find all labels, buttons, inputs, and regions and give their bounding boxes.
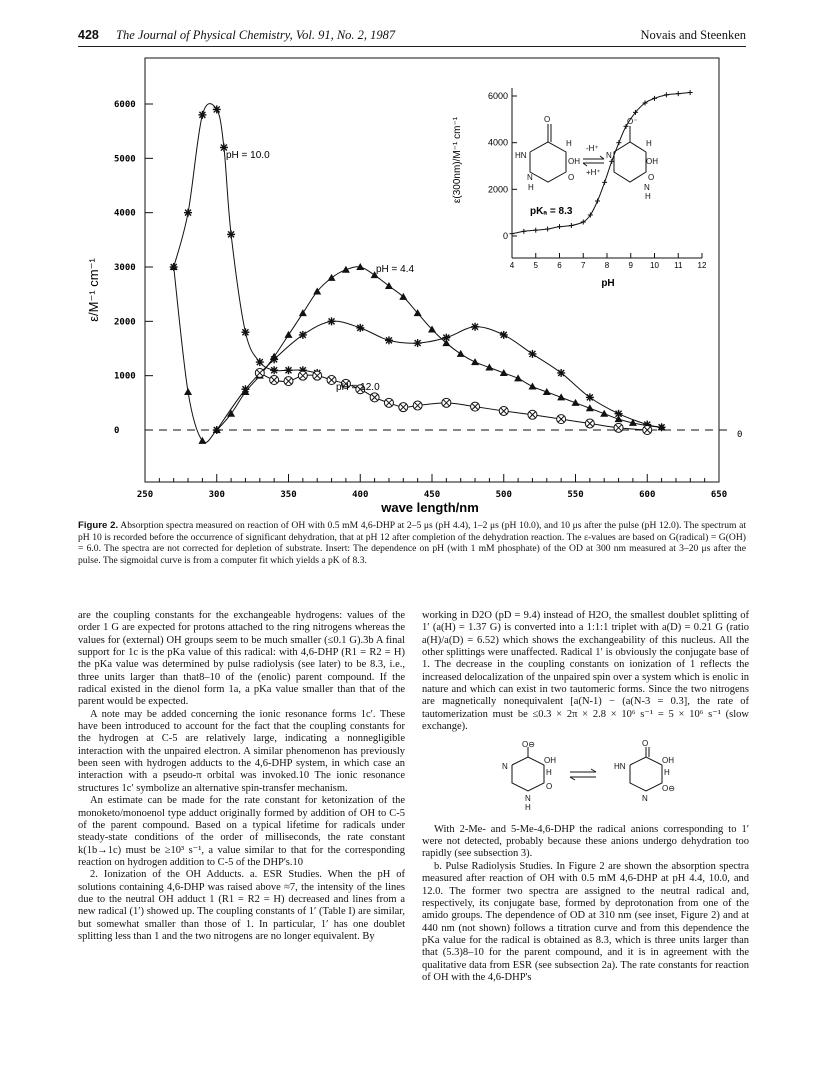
figure-caption [78, 520, 746, 566]
y-tick-label: 0 [114, 426, 120, 436]
data-point [298, 371, 307, 380]
x-tick-label: 350 [280, 490, 297, 500]
caption-label: Figure 2. [78, 520, 119, 531]
data-point [328, 274, 336, 281]
data-point [557, 369, 565, 377]
svg-text:OH: OH [544, 756, 556, 766]
data-point [384, 398, 393, 407]
data-point [615, 410, 623, 418]
insert-pka-label: pKₐ = 8.3 [530, 206, 573, 217]
insert-y-axis-label: ε(300nm)/M⁻¹ cm⁻¹ [452, 116, 463, 204]
data-point [514, 374, 522, 381]
data-point [586, 393, 594, 401]
svg-text:N: N [606, 151, 612, 160]
data-point [285, 331, 293, 338]
data-point [528, 410, 537, 419]
data-point [471, 402, 480, 411]
data-point [285, 366, 293, 374]
svg-text:OH: OH [568, 157, 580, 166]
svg-text:O: O [568, 173, 575, 182]
insert-y-tick-label: 4000 [487, 137, 508, 148]
left-paragraph: are the coupling constants for the exchangeable hydrogens: values of the order 1 G are expected for protons attached to the ring nitrogens whereas the values for (external) OH groups seem to be much smaller (≤0.1 G).3b A final support for 1c is the pKa value of this radical: with 4,6-DHP (R1 = R2 = H) the pKa value was determined by pulse radiolysis (see later) to be 8.3, i.e., three units larger than that8–10 of the (enolic) parent compound. If the radical existed in the dienol form 1a, a pKa value smaller than that of the parent would be expected. [78, 610, 405, 708]
data-point [557, 393, 565, 400]
data-point [471, 323, 479, 331]
data-point [256, 358, 264, 366]
data-point [270, 376, 279, 385]
data-point [500, 331, 508, 339]
data-point [442, 334, 450, 342]
data-point [413, 401, 422, 410]
insert-x-tick-label: 5 [533, 261, 538, 270]
data-point [385, 336, 393, 344]
svg-text:N: N [525, 794, 531, 804]
svg-text:HN: HN [515, 151, 527, 160]
data-point [356, 324, 364, 332]
x-tick-label: 500 [495, 490, 512, 500]
svg-text:O⊖: O⊖ [522, 740, 535, 750]
series-line [174, 267, 662, 443]
svg-text:O: O [544, 115, 551, 124]
data-point [442, 398, 451, 407]
svg-text:N: N [644, 183, 650, 192]
y-tick-label: 5000 [114, 154, 136, 165]
svg-text:H: H [566, 139, 572, 148]
baseline-zero-label: 0 [737, 430, 743, 440]
annotation-ph12: pH = 12.0 [336, 382, 380, 393]
data-point [184, 388, 192, 395]
data-point [414, 339, 422, 347]
svg-text:H: H [664, 768, 670, 778]
journal-title: The Journal of Physical Chemistry, Vol. 91, No. 2, 1987 [116, 28, 396, 42]
x-tick-label: 250 [136, 490, 154, 500]
left-paragraph: An estimate can be made for the rate constant for ketonization of the monoketo/monoenol type adduct originally formed by addition of OH to C-5 of the parent compound. Based on a typical lifetime for radicals under steady-state conditions of the order of milliseconds, the rate constant k(1b→1c) must be ≥10³ s⁻¹, a value similar to that for the corresponding reaction on hydrogen addition to C-5 of the DHP's.10 [78, 795, 405, 868]
annotation-ph10: pH = 10.0 [226, 150, 270, 161]
data-point [499, 406, 508, 415]
data-point [399, 403, 408, 412]
y-tick-label: 1000 [114, 371, 136, 382]
svg-text:O: O [642, 739, 649, 749]
x-tick-label: 300 [208, 490, 225, 500]
insert-x-axis-label: pH [601, 278, 615, 289]
insert-x-tick-label: 12 [697, 261, 707, 270]
data-point [586, 404, 594, 411]
insert-x-tick-label: 7 [581, 261, 586, 270]
data-point [198, 437, 206, 444]
svg-text:H: H [645, 192, 651, 201]
data-point [457, 350, 465, 357]
x-tick-label: 450 [423, 490, 441, 500]
tautomer-equation [422, 739, 749, 811]
svg-text:OH: OH [662, 756, 674, 766]
left-paragraph: A note may be added concerning the ionic resonance forms 1c′. These have been introduced to account for the fact that the coupling constants for the hydrogen at C-5 are relatively large, indicating a nonnegligible interaction with the unpaired electron. A similar phenomenon has previously been seen with hydrogen adducts to the 4,6-DHP system, in which case an interaction with a pseudo-π orbital was invoked.10 The ionic resonance structures 1c′ symbolize an alternative spin-transfer mechanism. [78, 708, 405, 794]
y-tick-label: 4000 [114, 208, 136, 219]
y-tick-label: 6000 [114, 100, 136, 110]
insert-x-tick-label: 9 [628, 261, 633, 270]
data-point [270, 355, 278, 363]
body-column-right [422, 610, 749, 984]
svg-text:O⊖: O⊖ [662, 784, 675, 794]
x-tick-label: 400 [352, 490, 369, 500]
y-tick-label: 3000 [114, 263, 136, 273]
insert-y-tick-label: 2000 [487, 184, 508, 195]
data-point [585, 419, 594, 428]
x-tick-label: 550 [567, 490, 584, 500]
insert-y-tick-label: 0 [502, 231, 508, 241]
insert-x-tick-label: 10 [650, 261, 659, 270]
data-point [557, 415, 566, 424]
data-point [299, 309, 307, 316]
data-point [614, 423, 623, 432]
data-point [284, 377, 293, 386]
insert-x-tick-label: 6 [557, 261, 562, 270]
data-point [184, 209, 192, 217]
svg-text:O⁻: O⁻ [627, 117, 638, 126]
data-point [528, 350, 536, 358]
data-point [270, 366, 278, 374]
svg-text:O: O [546, 782, 553, 792]
annotation-ph4-4: pH = 4.4 [376, 264, 415, 275]
insert-x-tick-label: 8 [604, 261, 610, 270]
svg-text:N: N [502, 762, 508, 772]
svg-text:H: H [525, 803, 531, 812]
svg-text:N: N [527, 173, 533, 182]
data-point [370, 393, 379, 402]
svg-text:+H⁺: +H⁺ [586, 168, 601, 177]
svg-text:OH: OH [646, 157, 658, 166]
data-point [658, 423, 666, 431]
right-paragraph: working in D2O (pD = 9.4) instead of H2O, the smallest doublet splitting of 1′ (a(H) = 1.37 G) is converted into a 1:1:1 triplet with a(D) = 0.21 G (ratio a(H)/a(D) = 6.52) which shows the exchangeability of this nucleus. All the other splittings were unaffected. Radical 1′ is obviously the conjugate base of 1. The decrease in the coupling constants on ionization of 1 reflects the increased delocalization of the unpaired spin over a system which is enolic in nature and which can exist in two tautomeric forms. Since the two nitrogens are magnetically nonequivalent [a(N-1) − (a(N-3 = 0.3], the rate of tautomerization must be ≤0.3 × 2π × 2.8 × 10⁶ s⁻¹ = 5 × 10⁶ s⁻¹ (slow exchange). [422, 610, 749, 733]
svg-text:H: H [528, 183, 534, 192]
main-x-axis-label: wave length/nm [381, 500, 479, 515]
data-point [241, 385, 249, 393]
data-point [328, 317, 336, 325]
svg-text:-H⁺: -H⁺ [586, 144, 599, 153]
insert-x-tick-label: 4 [509, 261, 515, 270]
x-tick-label: 650 [710, 490, 728, 500]
data-point [227, 230, 235, 238]
data-point [198, 111, 206, 119]
svg-text:H: H [646, 139, 652, 148]
page-number: 428 [78, 28, 99, 42]
data-point [643, 426, 652, 435]
x-tick-label: 600 [639, 490, 656, 500]
svg-text:N: N [642, 794, 648, 804]
insert-x-tick-label: 11 [674, 261, 683, 270]
right-paragraph: b. Pulse Radiolysis Studies. In Figure 2 are shown the absorption spectra measured after reaction of OH with 0.5 mM 4,6-DHP at pH 4.4, 10.0, and 12.0. The former two spectra are assigned to the neutral radical and, respectively, its conjugate base, formed by deprotonation from one of the amido groups. The dependence of OD at 310 nm (see inset, Figure 2) and at 440 nm (not shown) follows a titration curve and from this dependence the pKa value for the radical is obtained as 8.3, which is three units larger than that (5.3)8–10 for the parent compound, and it is in agreement with the qualitative data from ESR (see subsection 2a). The rate constants for reaction of OH with the 4,6-DHP's [422, 860, 749, 983]
data-point [471, 358, 479, 365]
series-line [217, 321, 662, 430]
body-column-left [78, 610, 405, 943]
y-tick-label: 2000 [114, 317, 136, 328]
svg-text:O: O [648, 173, 655, 182]
figure-2 [0, 0, 820, 520]
right-paragraph: With 2-Me- and 5-Me-4,6-DHP the radical anions corresponding to 1′ were not detected, probably because these anions undergo dehydration too rapidly (see subsection 3). [422, 823, 749, 860]
data-point [600, 410, 608, 417]
data-point [528, 383, 536, 390]
data-point [299, 331, 307, 339]
insert-y-tick-label: 6000 [487, 91, 508, 101]
data-point [500, 369, 508, 376]
data-point [327, 376, 336, 385]
data-point [385, 282, 393, 289]
data-point [572, 399, 580, 406]
data-point [213, 426, 221, 434]
caption-text: Absorption spectra measured on reaction of OH with 0.5 mM 4,6-DHP at 2–5 μs (pH 4.4), 1–2 μs (pH 10.0), and 10 μs after the pulse (pH 12.0). The spectrum at pH 10 is recorded before the occurrence of significant dehydration, that at pH 12 after completion of the dehydration reaction. The ε-values are based on G(radical) = G(OH) = 6.0. The spectra are not corrected for depletion of substrate. Insert: The dependence on pH (with 1 mM phosphate) of the OD at 300 nm measured at 3–20 μs after the pulse. The sigmoidal curve is from a computer fit which yields a pK of 8.3. [78, 520, 747, 566]
data-point [313, 371, 322, 380]
data-point [255, 368, 264, 377]
data-point [213, 105, 221, 113]
svg-text:H: H [546, 768, 552, 778]
left-paragraph: 2. Ionization of the OH Adducts. a. ESR Studies. When the pH of solutions containing 4,6-DHP was raised above ≈7, the intensity of the lines due to the neutral OH adduct 1 (R1 = R2 = H) decreased and lines from a new radical (1′) showed up. The coupling constants of 1′ (Table I) are similar, but somewhat smaller than those of 1. In particular, 1′ has one doublet splitting less than 1 and the two nitrogens are no longer equivalent. By [78, 869, 405, 942]
main-y-axis-label: ε/M⁻¹ cm⁻¹ [86, 258, 101, 322]
data-point [241, 328, 249, 336]
running-authors: Novais and Steenken [640, 28, 746, 42]
svg-text:HN: HN [614, 762, 626, 772]
